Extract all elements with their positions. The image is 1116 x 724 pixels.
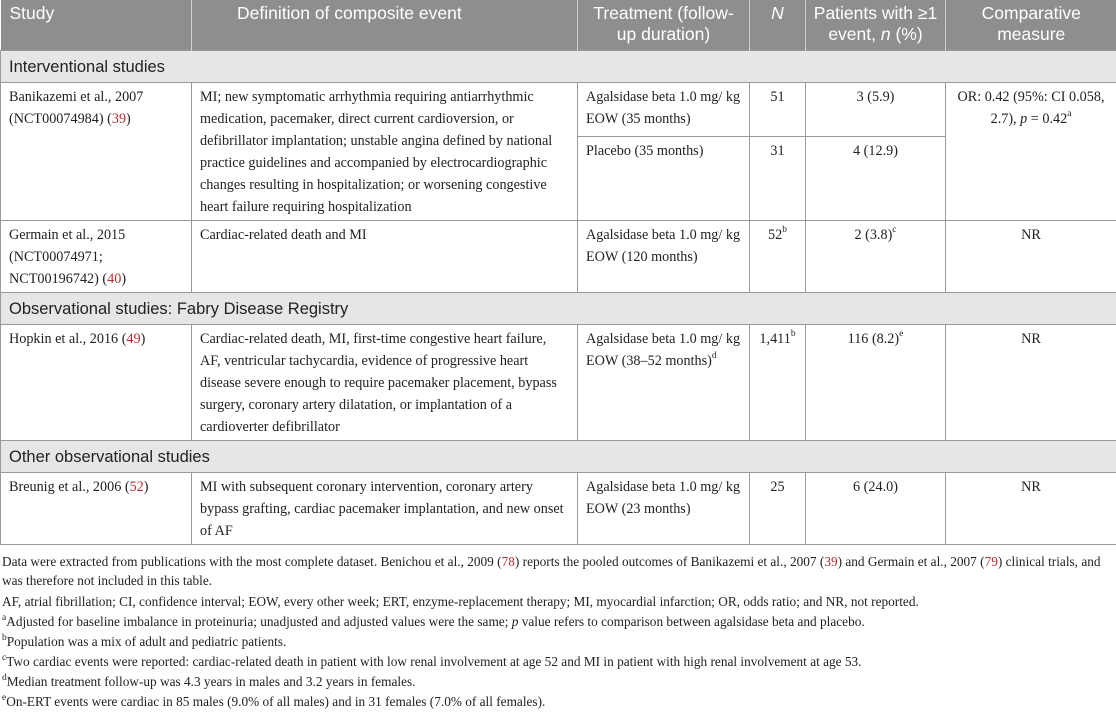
footnote-main: Data were extracted from publications with the most complete dataset. Benichou et al., 2009 (78) reports the pooled outcomes of Banikazemi et al., 2007 (39) and Germain et al., 2007 (79) clinical trials, and was therefore not included in this table. xyxy=(2,554,1101,588)
footnote-c: $^c$Two cardiac events were reported: cardiac-related death in patient with low renal involvement at age 52 and MI in patient with high renal involvement at age 53. xyxy=(2,652,862,669)
definition-cell: Cardiac-related death, MI, first-time congestive heart failure, AF, ventricular tachycardia, evidence of progressive heart disease severe enough to require pacemaker placement, bypass surgery, coronary artery dilatation, or implantation of a cardioverter defibrillator xyxy=(192,325,578,441)
footnote-abbreviations: AF, atrial fibrillation; CI, confidence interval; EOW, every other week; ERT, enzyme-replacement therapy; MI, myocardial infarction; OR, odds ratio; and NR, not reported. xyxy=(2,594,919,609)
reference-link[interactable]: 79 xyxy=(984,554,998,569)
header-definition: Definition of composite event xyxy=(192,0,578,51)
section-row xyxy=(1,51,1116,83)
definition-cell: MI; new symptomatic arrhythmia requiring antiarrhythmic medication, pacemaker, direct current cardioversion, or defibrillator implantation; unstable angina defined by national practice guidelines and accompanied by electrocardiographic changes resulting in hospitalization; or worsening congestive heart failure requiring hospitalization xyxy=(192,83,578,221)
comparative-cell: NR xyxy=(946,325,1116,441)
section-other: Other observational studies xyxy=(1,441,1116,473)
comparative-cell: OR: 0.42 (95%: CI 0.058, 2.7), p = 0.42$^a$ xyxy=(946,83,1116,221)
n-cell: 1,411$^b$ xyxy=(750,325,806,441)
n-cell: 25 xyxy=(750,473,806,545)
study-cell: Breunig et al., 2006 (52) xyxy=(1,473,192,545)
header-study: Study xyxy=(1,0,192,51)
definition-cell: MI with subsequent coronary intervention, coronary artery bypass grafting, cardiac pacemaker implantation, and new onset of AF xyxy=(192,473,578,545)
definition-cell: Cardiac-related death and MI xyxy=(192,221,578,293)
section-registry: Observational studies: Fabry Disease Registry xyxy=(1,293,1116,325)
patients-cell: 2 $(3.8)^c$ xyxy=(806,221,946,293)
header-n: N xyxy=(750,0,806,51)
study-cell: Banikazemi et al., 2007 (NCT00074984) (39) xyxy=(1,83,192,221)
reference-link[interactable]: 40 xyxy=(107,271,122,287)
header-patients: Patients with ≥1 event, n (%) xyxy=(806,0,946,51)
footnote-e: $^e$On-ERT events were cardiac in 85 males (9.0% of all males) and in 31 females (7.0% of all females). xyxy=(2,692,546,709)
reference-link[interactable]: 49 xyxy=(126,331,141,347)
table-header xyxy=(1,0,1116,51)
treatment-cell: Agalsidase beta 1.0 mg/ kg EOW (35 months) xyxy=(578,83,750,137)
footnote-b: $^b$Population was a mix of adult and pediatric patients. xyxy=(2,632,287,649)
table-row xyxy=(1,325,1116,441)
section-row xyxy=(1,441,1116,473)
comparative-cell: NR xyxy=(946,221,1116,293)
patients-cell: 4 (12.9) xyxy=(806,137,946,221)
section-row xyxy=(1,293,1116,325)
table-footnotes xyxy=(0,545,1116,711)
patients-cell: 3 (5.9) xyxy=(806,83,946,137)
table-row xyxy=(1,473,1116,545)
table-row xyxy=(1,221,1116,293)
n-cell: 31 xyxy=(750,137,806,221)
study-cell: Germain et al., 2015 (NCT00074971; NCT00196742) (40) xyxy=(1,221,192,293)
footnote-a: $^a$Adjusted for baseline imbalance in proteinuria; unadjusted and adjusted values were the same; p value refers to comparison between agalsidase beta and placebo. xyxy=(2,612,865,629)
reference-link[interactable]: 52 xyxy=(129,479,144,495)
patients-cell: 116 $(8.2)^e$ xyxy=(806,325,946,441)
patients-cell: 6 (24.0) xyxy=(806,473,946,545)
reference-link[interactable]: 39 xyxy=(111,111,127,127)
header-treatment: Treatment (follow-up duration) xyxy=(578,0,750,51)
footnote-d: $^d$Median treatment follow-up was 4.3 years in males and 3.2 years in females. xyxy=(2,672,416,689)
treatment-cell: Agalsidase beta 1.0 mg/ kg EOW (38–52 months)$^d$ xyxy=(578,325,750,441)
treatment-cell: Agalsidase beta 1.0 mg/ kg EOW (23 months) xyxy=(578,473,750,545)
treatment-cell: Agalsidase beta 1.0 mg/ kg EOW (120 months) xyxy=(578,221,750,293)
reference-link[interactable]: 78 xyxy=(501,554,515,569)
table-row xyxy=(1,83,1116,137)
section-interventional: Interventional studies xyxy=(1,51,1116,83)
header-comparative: Comparative measure xyxy=(946,0,1116,51)
n-cell: 51 xyxy=(750,83,806,137)
reference-link[interactable]: 39 xyxy=(824,554,838,569)
comparative-cell: NR xyxy=(946,473,1116,545)
study-cell: Hopkin et al., 2016 (49) xyxy=(1,325,192,441)
n-cell: 52$^b$ xyxy=(750,221,806,293)
treatment-cell: Placebo (35 months) xyxy=(578,137,750,221)
